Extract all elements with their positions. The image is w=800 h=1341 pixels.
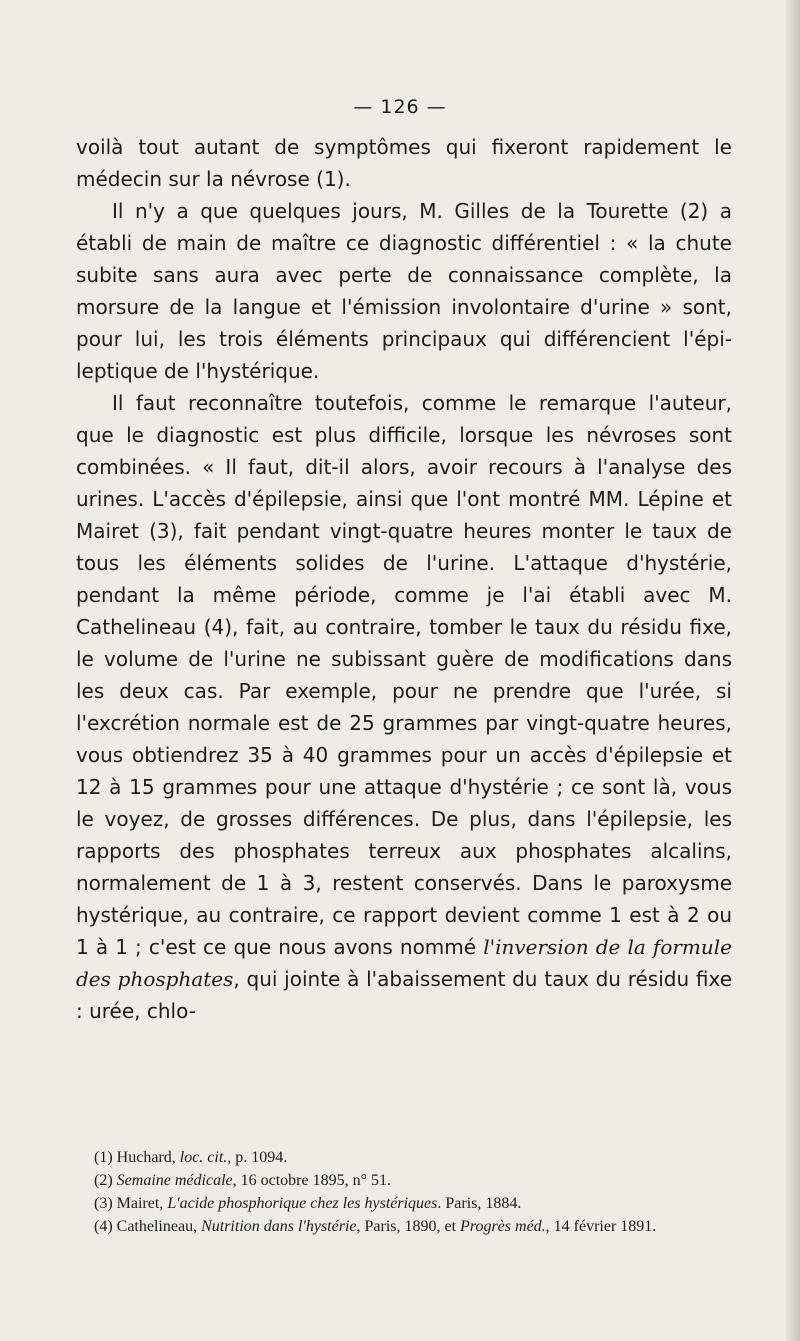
paragraph: [76, 195, 732, 387]
footnote-italic: L'acide phosphorique chez les hystériques: [167, 1195, 438, 1212]
footnote-text: (1) Huchard,: [94, 1149, 180, 1166]
footnote-text: , 16 octobre 1895, n° 51.: [232, 1172, 391, 1189]
footnote-italic: loc. cit.: [179, 1149, 228, 1166]
footnote: [94, 1215, 744, 1238]
footnote-text: (2): [94, 1172, 117, 1189]
footnotes: [94, 1146, 744, 1238]
footnote-italic: Nutrition dans l'hystérie: [201, 1218, 357, 1235]
paragraph-text: , qui jointe à l'abaissement du taux du résidu fixe : urée, chlo-: [76, 967, 732, 1023]
paragraph: [76, 387, 732, 1027]
footnote-text: (3) Mairet,: [94, 1195, 168, 1212]
footnote-text: , 14 février 1891.: [545, 1218, 657, 1235]
paragraph: [76, 131, 732, 195]
page-number: — 126 —: [353, 96, 447, 118]
footnote: [94, 1169, 744, 1192]
footnote-text: . Paris, 1884.: [437, 1195, 522, 1212]
paragraph-text: voilà tout autant de symptômes qui fixeront rapidement le médecin sur la névrose (1).: [76, 135, 732, 191]
body-text: [76, 131, 732, 1027]
footnote-text: , Paris, 1890, et: [356, 1218, 461, 1235]
paragraph-text: Il faut reconnaître toutefois, comme le remarque l'auteur, que le diagnostic est plus difficile, lorsque les névroses sont combinées. « Il faut, dit-il alors, avoir recours à l'analyse des urines. L'accès d'épilepsie, ainsi que l'ont montré MM. Lépine et Mairet (3), fait pendant vingt-quatre heures monter le taux de tous les éléments solides de l'urine. L'attaque d'hystérie, pendant la même période, comme je l'ai établi avec M. Cathelineau (4), fait, au contraire, tomber le taux du résidu fixe, le volume de l'urine ne subissant guère de modifications dans les deux cas. Par exemple, pour ne prendre que l'urée, si l'excrétion normale est de 25 grammes par vingt-quatre heures, vous obtiendrez 35 à 40 grammes pour un accès d'épilepsie et 12 à 15 grammes pour une attaque d'hystérie ; ce sont là, vous le voyez, de grosses différences. De plus, dans l'épilepsie, les rapports des phosphates terreux aux phosphates alcalins, normalement de 1 à 3, restent conservés. Dans le paroxysme hystérique, au contraire, ce rapport devient comme 1 est à 2 ou 1 à 1 ; c'est ce que nous avons nommé: [76, 391, 732, 959]
footnote: [94, 1192, 744, 1215]
footnote-italic: Progrès méd.: [460, 1218, 546, 1235]
footnote: [94, 1146, 744, 1169]
page-edge-shadow: [786, 0, 800, 1341]
footnote-text: (4) Cathelineau,: [94, 1218, 202, 1235]
paragraph-text: Il n'y a que quelques jours, M. Gilles de la Tourette (2) a établi de main de maître ce diagnostic différentiel : « la chute subite sans aura avec perte de connaissance complète, la morsure de la langue et l'émission involontaire d'urine » sont, pour lui, les trois éléments principaux qui différencient l'épileptique de l'hystérique.: [76, 199, 732, 383]
italic-term: l'inversion de la formule des phosphates: [76, 935, 733, 991]
footnote-italic: Semaine médicale: [116, 1172, 233, 1189]
footnote-text: , p. 1094.: [227, 1149, 288, 1166]
